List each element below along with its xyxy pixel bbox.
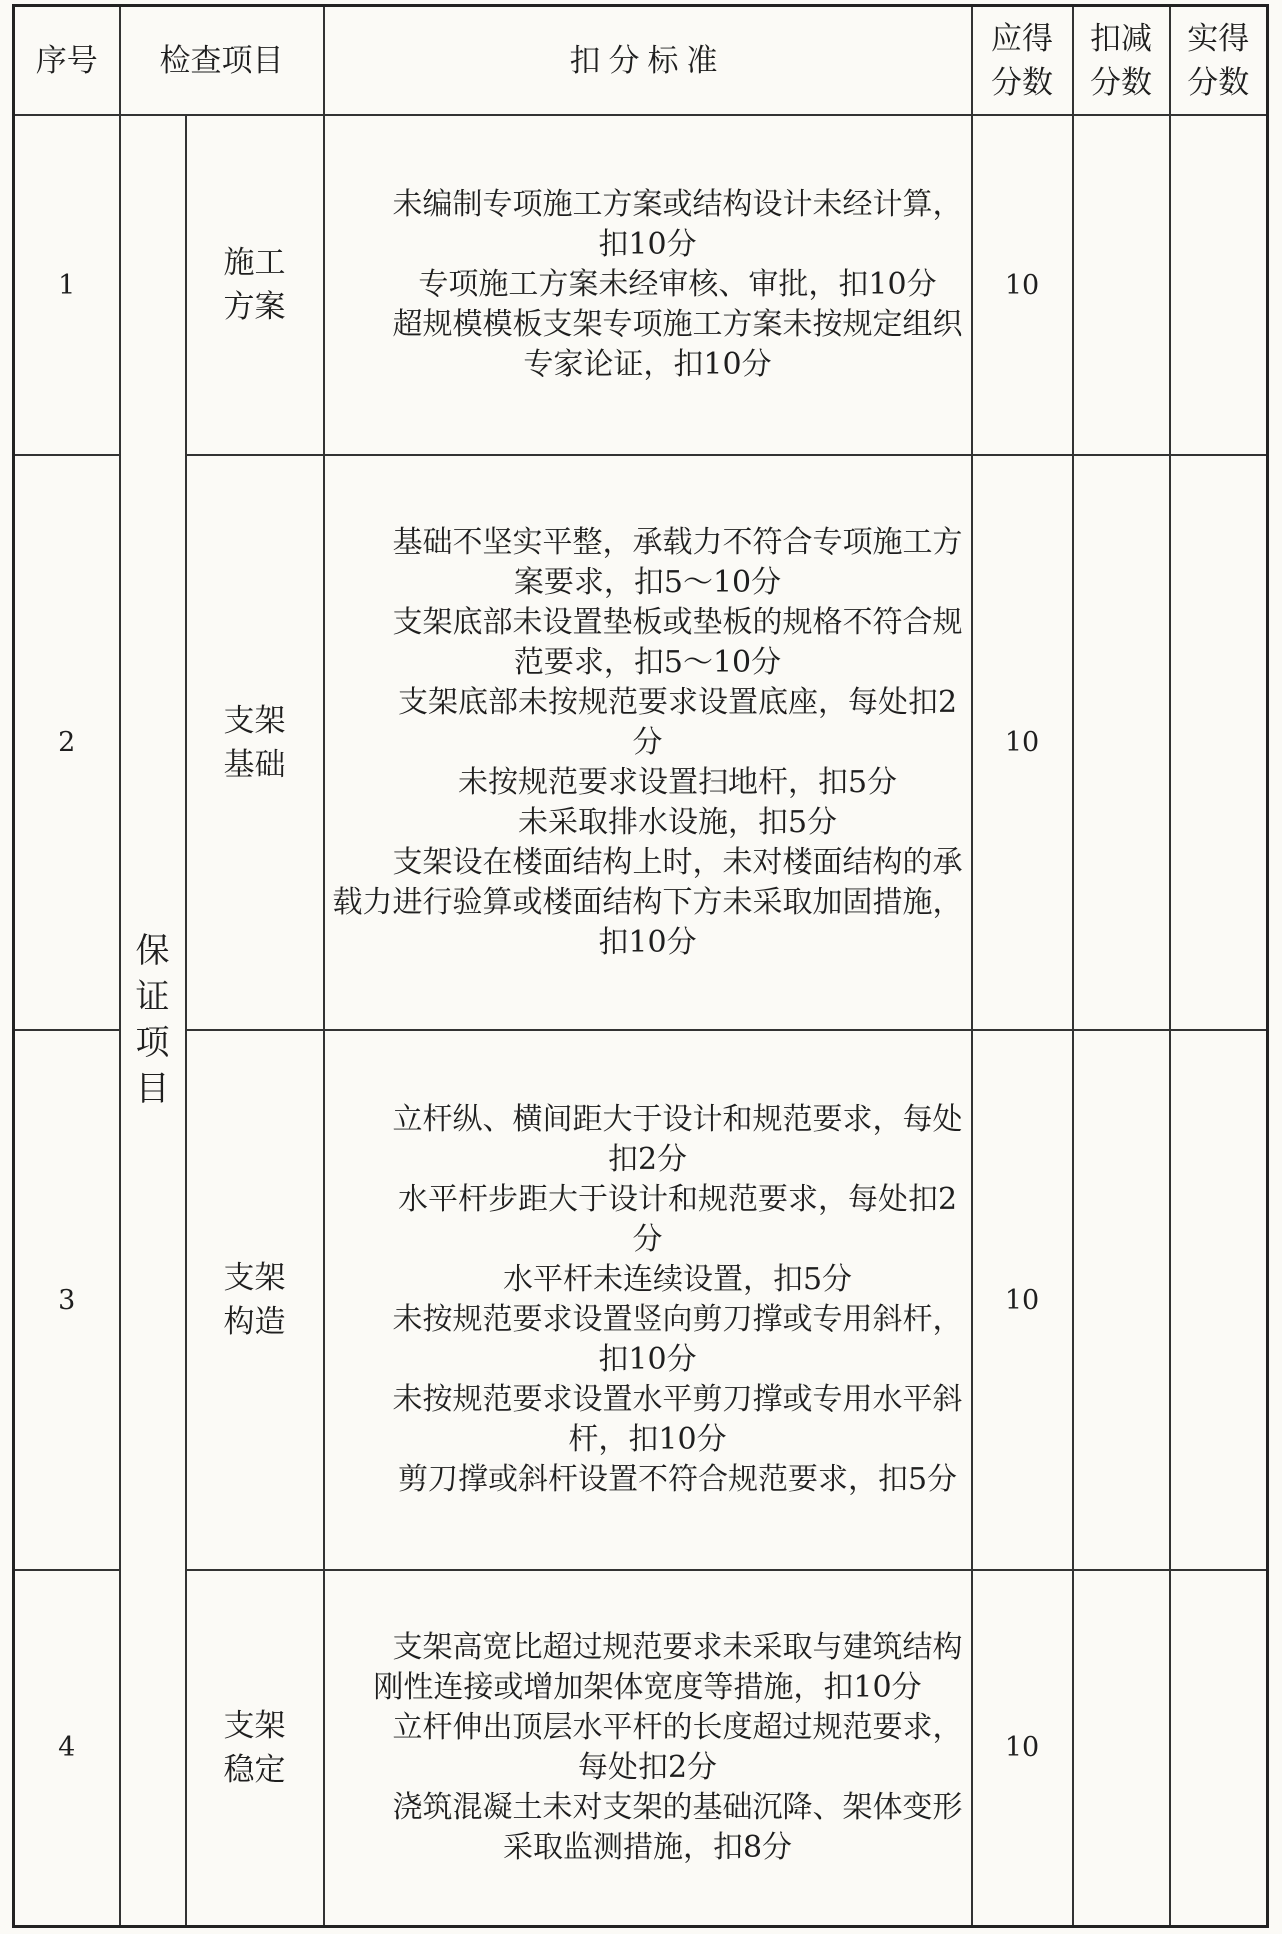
row-item: 支架稳定 <box>186 1570 324 1926</box>
criteria-line: 超规模模板支架专项施工方案未按规定组织专家论证，扣10分 <box>392 307 963 382</box>
criteria-line: 未按规范要求设置扫地杆，扣5分 <box>457 764 898 800</box>
criteria-line: 基础不坚实平整，承载力不符合专项施工方案要求，扣5～10分 <box>392 524 963 600</box>
criteria-line: 水平杆步距大于设计和规范要求，每处扣2分 <box>397 1182 958 1257</box>
criteria-line: 立杆伸出顶层水平杆的长度超过规范要求，每处扣2分 <box>392 1709 963 1785</box>
criteria-line: 支架设在楼面结构上时，未对楼面结构的承载力进行验算或楼面结构下方未采取加固措施，扣10分 <box>332 844 963 960</box>
row-due-score: 10 <box>972 115 1073 455</box>
header-actual-score: 实得分数 <box>1170 6 1268 116</box>
criteria-line: 未按规范要求设置竖向剪刀撑或专用斜杆，扣10分 <box>392 1302 963 1377</box>
row-deduct-score <box>1073 1570 1170 1926</box>
header-deduct-score: 扣减分数 <box>1073 6 1170 116</box>
header-due-score: 应得分数 <box>972 6 1073 116</box>
header-item: 检查项目 <box>120 6 324 116</box>
row-item: 施工方案 <box>186 115 324 455</box>
criteria-line: 支架高宽比超过规范要求未采取与建筑结构刚性连接或增加架体宽度等措施，扣10分 <box>373 1629 963 1705</box>
criteria-line: 专项施工方案未经审核、审批，扣10分 <box>418 267 937 302</box>
row-criteria <box>324 455 972 1030</box>
criteria-line: 剪刀撑或斜杆设置不符合规范要求，扣5分 <box>397 1462 958 1497</box>
criteria-line: 立杆纵、横间距大于设计和规范要求，每处扣2分 <box>392 1102 963 1177</box>
row-due-score: 10 <box>972 1030 1073 1570</box>
row-actual-score <box>1170 115 1268 455</box>
row-criteria <box>324 115 972 455</box>
row-seq: 4 <box>14 1570 120 1926</box>
header-criteria: 扣分标准 <box>324 6 972 116</box>
header-seq: 序号 <box>14 6 120 116</box>
criteria-line: 未采取排水设施，扣5分 <box>517 804 838 840</box>
row-actual-score <box>1170 1030 1268 1570</box>
row-actual-score <box>1170 1570 1268 1926</box>
row-seq: 1 <box>14 115 120 455</box>
row-criteria <box>324 1570 972 1926</box>
row-deduct-score <box>1073 115 1170 455</box>
row-criteria <box>324 1030 972 1570</box>
criteria-line: 未编制专项施工方案或结构设计未经计算，扣10分 <box>392 187 963 262</box>
table-row <box>14 115 1268 455</box>
criteria-line: 水平杆未连续设置，扣5分 <box>502 1262 853 1297</box>
row-item: 支架构造 <box>186 1030 324 1570</box>
criteria-line: 浇筑混凝土未对支架的基础沉降、架体变形采取监测措施，扣8分 <box>392 1789 963 1865</box>
table-row <box>14 1570 1268 1926</box>
table-row <box>14 455 1268 1030</box>
group-label: 保证项目 <box>120 115 186 1926</box>
row-actual-score <box>1170 455 1268 1030</box>
row-due-score: 10 <box>972 455 1073 1030</box>
row-item: 支架基础 <box>186 455 324 1030</box>
table-row <box>14 1030 1268 1570</box>
inspection-table <box>12 4 1269 1928</box>
row-seq: 2 <box>14 455 120 1030</box>
row-deduct-score <box>1073 455 1170 1030</box>
criteria-line: 支架底部未按规范要求设置底座，每处扣2分 <box>397 684 958 760</box>
criteria-line: 支架底部未设置垫板或垫板的规格不符合规范要求，扣5～10分 <box>392 604 963 680</box>
row-due-score: 10 <box>972 1570 1073 1926</box>
row-deduct-score <box>1073 1030 1170 1570</box>
row-seq: 3 <box>14 1030 120 1570</box>
header-row <box>14 6 1268 116</box>
criteria-line: 未按规范要求设置水平剪刀撑或专用水平斜杆，扣10分 <box>392 1382 963 1457</box>
